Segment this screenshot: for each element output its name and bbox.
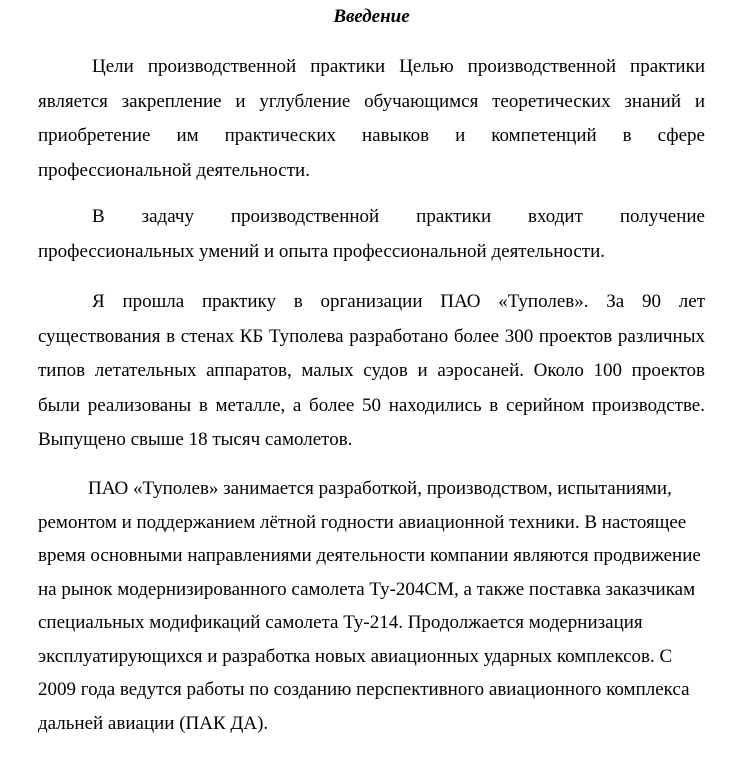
document-title: Введение (333, 6, 410, 27)
paragraph-practice-tasks: В задачу производственной практики входит получение профессиональных умений и опыта профессиональной деятельности. (38, 206, 705, 262)
paragraph-company-activities: ПАО «Туполев» занимается разработкой, производством, испытаниями, ремонтом и поддержанием лётной годности авиационной техники. В настоящее время основными направлениями деятельности компании являются продвижение на рынок модернизированного самолета Ту-204СМ, а также поставка заказчикам специальных модификаций самолета Ту-214. Продолжается модернизация эксплуатирующихся и разработка новых авиационных ударных комплексов. С 2009 года ведутся работы по созданию перспективного авиационного комплекса дальней авиации (ПАК ДА). (38, 478, 701, 734)
paragraph-practice-goals: Цели производственной практики Целью производственной практики является закрепление и углубление обучающимся теоретических знаний и приобретение им практических навыков и компетенций в сфере профессиональной деятельности. (38, 56, 705, 181)
paragraph-organization: Я прошла практику в организации ПАО «Туполев». За 90 лет существования в стенах КБ Туполева разработано более 300 проектов различных типов летательных аппаратов, малых судов и аэросаней. Около 100 проектов были реализованы в металле, а более 50 находились в серийном производстве. Выпущено свыше 18 тысяч самолетов. (38, 291, 705, 451)
document-page (38, 0, 705, 734)
